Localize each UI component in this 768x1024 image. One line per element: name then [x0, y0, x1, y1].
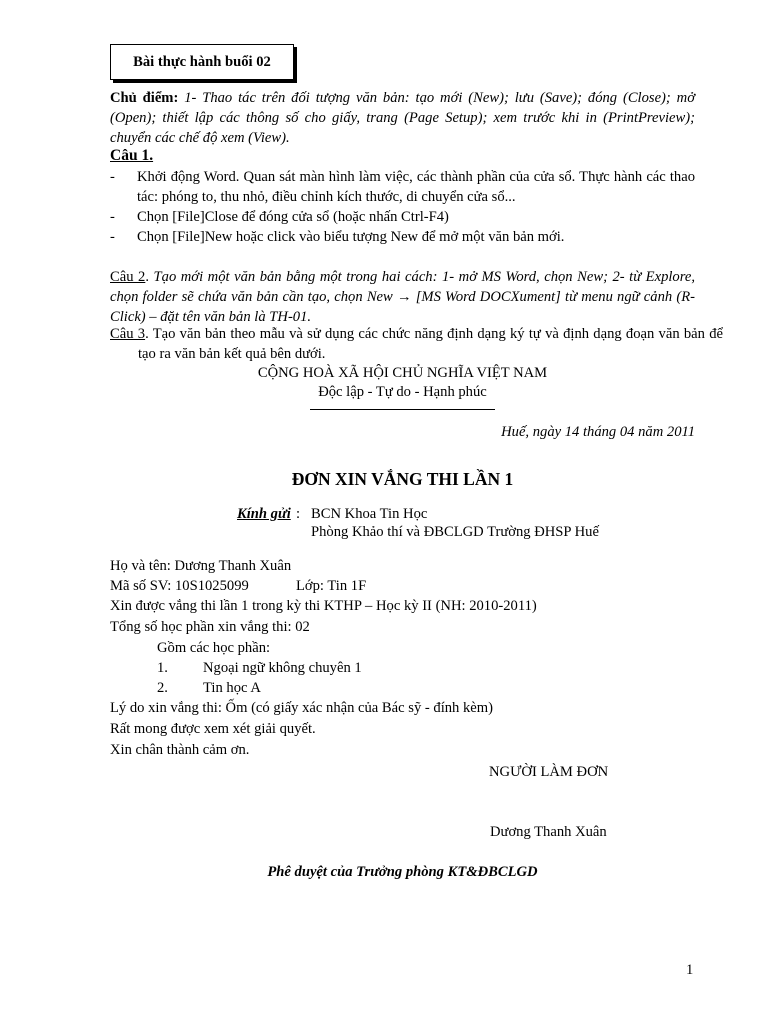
recipient-label: Kính gửi [237, 506, 291, 522]
modules-intro: Gồm các học phần: [157, 640, 271, 656]
question-2-label: Câu 2 [110, 269, 146, 285]
bullet-text: Chọn [File]Close để đóng cửa sổ (hoặc nhấn Ctrl-F4) [137, 209, 449, 225]
reason-line: Lý do xin vắng thi: Ốm (có giấy xác nhận của Bác sỹ - đính kèm) [110, 700, 493, 716]
recipient-2: Phòng Khảo thí và ĐBCLGD Trường ĐHSP Huế [311, 524, 599, 540]
module-1-name: Ngoại ngữ không chuyên 1 [203, 660, 362, 676]
hope-line: Rất mong được xem xét giải quyết. [110, 721, 316, 737]
module-2-name: Tin học A [203, 680, 261, 696]
bullet-text: Khởi động Word. Quan sát màn hình làm việc, các thành phần của cửa sổ. Thực hành các thao tác: phóng to, thu nhỏ, điều chỉnh kích thước, di chuyển cửa sổ... [137, 169, 695, 205]
total-line: Tổng số học phần xin vắng thi: 02 [110, 619, 310, 635]
module-2-number: 2. [157, 680, 168, 696]
question-3-label: Câu 3 [110, 326, 146, 342]
q1-bullet-1 [110, 167, 695, 207]
student-name: Họ và tên: Dương Thanh Xuân [110, 558, 292, 574]
page-number: 1 [686, 962, 694, 978]
topic-paragraph [110, 88, 695, 148]
bullet-dash: - [110, 229, 115, 245]
recipient-1: BCN Khoa Tin Học [311, 506, 428, 522]
recipient-colon: : [296, 506, 301, 522]
topic-label: Chủ điểm: [110, 90, 179, 106]
question-2-text: Tạo mới một văn bản bằng một trong hai cách: 1- mở MS Word, chọn New; 2- từ Explore, chọn folder sẽ chứa văn bản cần tạo, chọn New → [MS Word DOCXument] từ menu ngữ cảnh (R-Click) – đặt tên văn bản là TH-01. [110, 269, 695, 325]
question-2-dot: . [145, 269, 149, 285]
date-line: Huế, ngày 14 tháng 04 năm 2011 [501, 424, 695, 440]
question-3-dot: . [145, 326, 149, 342]
signer-name: Dương Thanh Xuân [490, 824, 607, 840]
thanks-line: Xin chân thành cảm ơn. [110, 742, 250, 758]
signer-label: NGƯỜI LÀM ĐƠN [489, 764, 609, 780]
letter-title: ĐƠN XIN VẮNG THI LẦN 1 [291, 469, 514, 489]
question-2-paragraph [110, 267, 695, 327]
student-class: Lớp: Tin 1F [296, 578, 367, 594]
q1-bullet-3 [110, 227, 695, 247]
module-1-number: 1. [157, 660, 168, 676]
bullet-dash: - [110, 209, 115, 225]
motto-underline [310, 409, 495, 410]
question-3-paragraph [110, 324, 723, 364]
bullet-dash: - [110, 169, 115, 185]
q1-bullet-2 [110, 207, 695, 227]
approval-line: Phê duyệt của Trưởng phòng KT&ĐBCLGD [267, 864, 538, 880]
student-id: Mã số SV: 10S1025099 [110, 578, 249, 594]
request-line: Xin được vắng thi lần 1 trong kỳ thi KTHP – Học kỳ II (NH: 2010-2011) [110, 598, 537, 614]
lesson-title: Bài thực hành buổi 02 [133, 54, 271, 70]
bullet-text: Chọn [File]New hoặc click vào biểu tượng New để mở một văn bản mới. [137, 229, 565, 245]
question-3-text: Tạo văn bản theo mẫu và sử dụng các chức năng định dạng ký tự và định dạng đoạn văn bản để tạo ra văn bản kết quả bên dưới. [138, 326, 723, 362]
national-motto: Độc lập - Tự do - Hạnh phúc [318, 384, 487, 400]
topic-text: 1- Thao tác trên đối tượng văn bản: tạo mới (New); lưu (Save); đóng (Close); mở (Open); thiết lập các thông số cho giấy, trang (Page Setup); xem trước khi in (PrintPreview); chuyển các chế độ xem (View). [110, 90, 695, 146]
lesson-title-box [110, 44, 294, 80]
question-1-heading: Câu 1. [110, 147, 154, 164]
national-header: CỘNG HOÀ XÃ HỘI CHỦ NGHĨA VIỆT NAM [257, 365, 548, 381]
